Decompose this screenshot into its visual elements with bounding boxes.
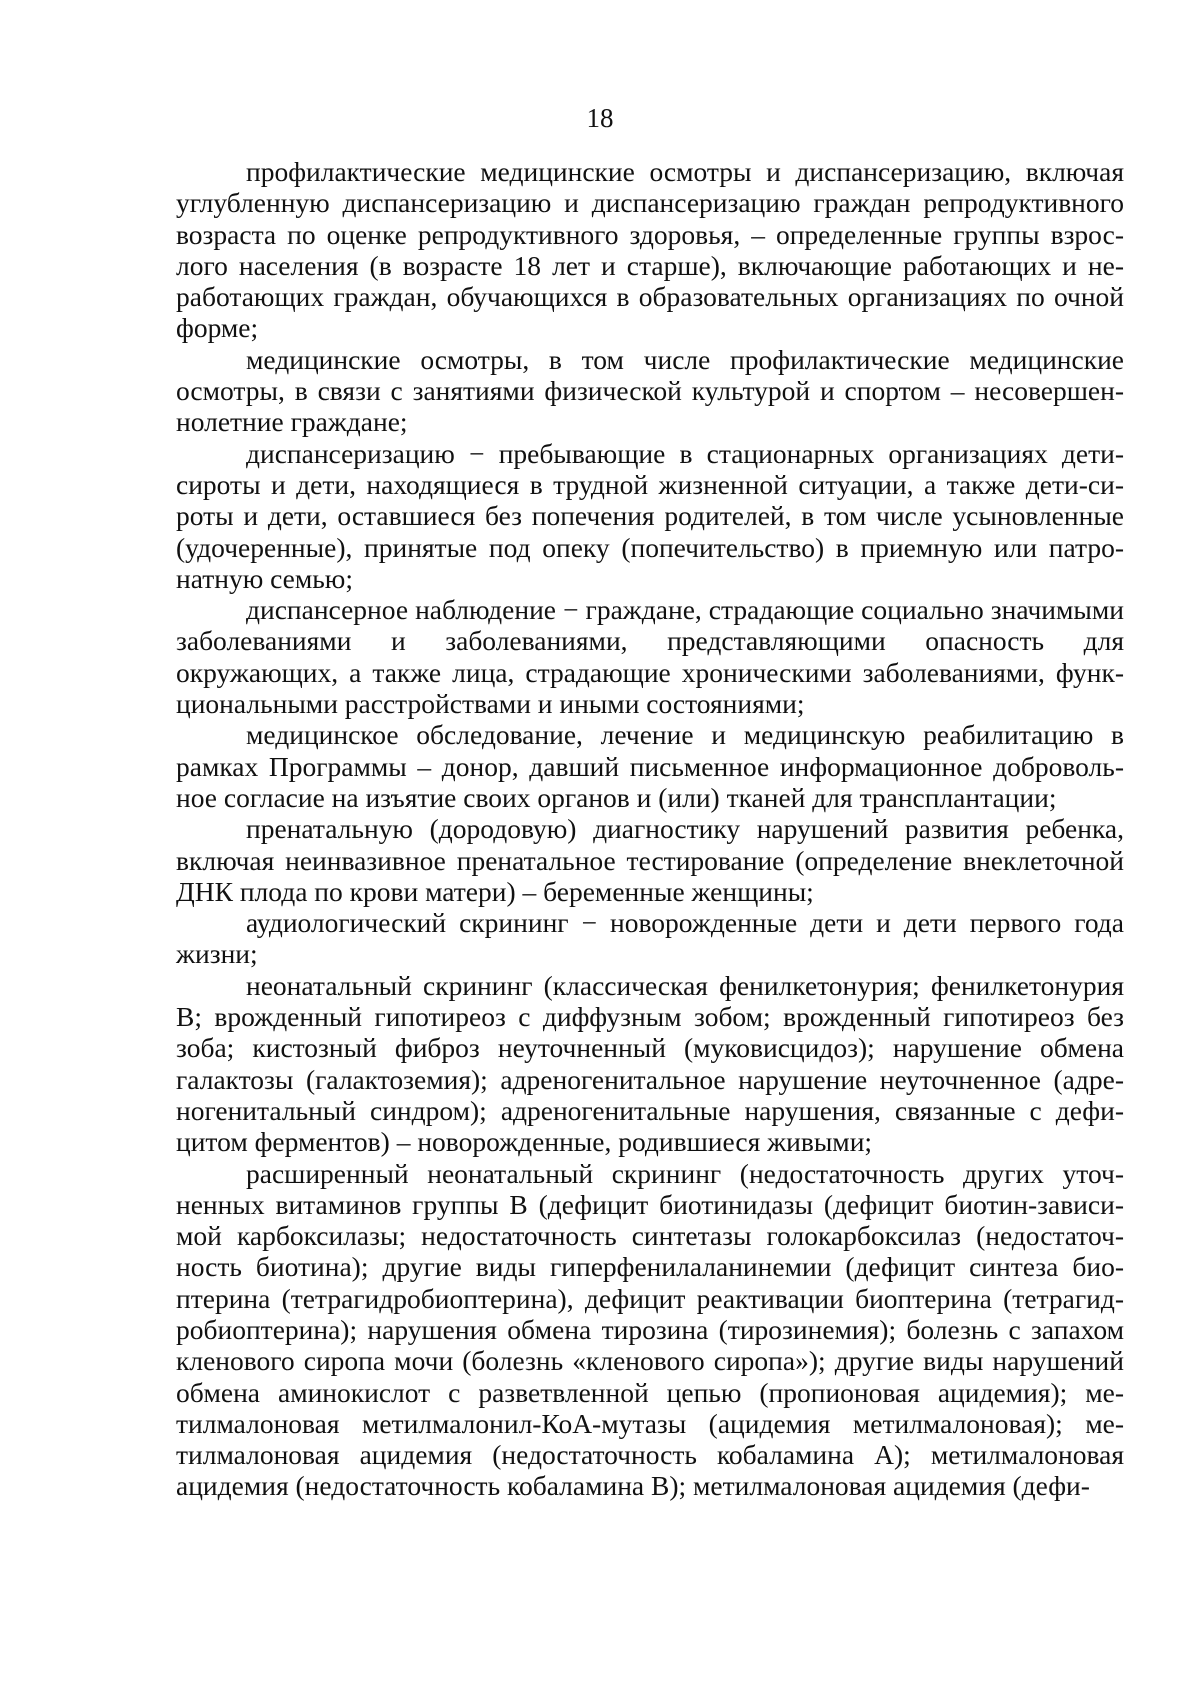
paragraph-neonatal-screening: неонатальный скрининг (классическая фенилкетонурия; фенилкетонурия B; врожденный гипотиреоз с диффузным зобом; врожденный гипотиреоз без зоба; кистозный фиброз неуточненный (муковисцидоз); нарушение обмена галактозы (галактоземия); адреногенитальное нарушение неуточненное (адреногенитальный синдром); адреногенитальные нарушения, связанные с дефицитом ферментов) – новорожденные, родившиеся живыми; — [176, 969, 1124, 1158]
paragraph-audiological-screening: аудиологический скрининг − новорожденные дети и дети первого года жизни; — [176, 907, 1124, 970]
page-number: 18 — [586, 103, 614, 133]
paragraph-donor: медицинское обследование, лечение и медицинскую реабилитацию в рамках Программы – донор, давший письменное информационное добровольное согласие на изъятие своих органов и (или) тканей для трансплантации; — [176, 719, 1124, 813]
paragraph-medical-exams-sport: медицинские осмотры, в том числе профилактические медицинские осмотры, в связи с занятиями физической культурой и спортом – несовершеннолетние граждане; — [176, 343, 1124, 438]
paragraph-preventive-exams: профилактические медицинские осмотры и диспансеризацию, включая углубленную диспансеризацию и диспансеризацию граждан репродуктивного возраста по оценке репродуктивного здоровья, – определенные группы взрослого населения (в возрасте 18 лет и старше), включающие работающих и неработающих граждан, обучающихся в образовательных организациях по очной форме; — [176, 156, 1124, 344]
paragraph-extended-neonatal-screening: расширенный неонатальный скрининг (недостаточность других уточненных витаминов группы B (дефицит биотинидазы (дефицит биотин-зависимой карбоксилазы; недостаточность синтетазы голокарбоксилаз (недостаточность биотина); другие виды гиперфенилаланинемии (дефицит синтеза биоптерина (тетрагидробиоптерина), дефицит реактивации биоптерина (тетрагидробиоптерина); нарушения обмена тирозина (тирозинемия); болезнь с запахом кленового сиропа мочи (болезнь «кленового сиропа»); другие виды нарушений обмена аминокислот с разветвленной цепью (пропионовая ацидемия); метилмалоновая метилмалонил-КоА-мутазы (ацидемия метилмалоновая); метилмалоновая ацидемия (недостаточность кобаламина А); метилмалоновая ацидемия (недостаточность кобаламина B); метилмалоновая ацидемия (дефи- — [176, 1157, 1124, 1502]
paragraph-prenatal-diagnostics: пренатальную (дородовую) диагностику нарушений развития ребенка, включая неинвазивное пренатальное тестирование (определение внеклеточной ДНК плода по крови матери) – беременные женщины; — [176, 813, 1124, 907]
paragraph-dispensary-observation: диспансерное наблюдение − граждане, страдающие социально значимыми заболеваниями и заболеваниями, представляющими опасность для окружающих, а также лица, страдающие хроническими заболеваниями, функциональными расстройствами и иными состояниями; — [176, 594, 1124, 720]
paragraph-dispensarization-orphans: диспансеризацию − пребывающие в стационарных организациях дети-сироты и дети, находящиеся в трудной жизненной ситуации, а также дети-сироты и дети, оставшиеся без попечения родителей, в том числе усыновленные (удочеренные), принятые под опеку (попечительство) в приемную или патронатную семью; — [176, 437, 1124, 594]
body-text — [176, 156, 1124, 1502]
